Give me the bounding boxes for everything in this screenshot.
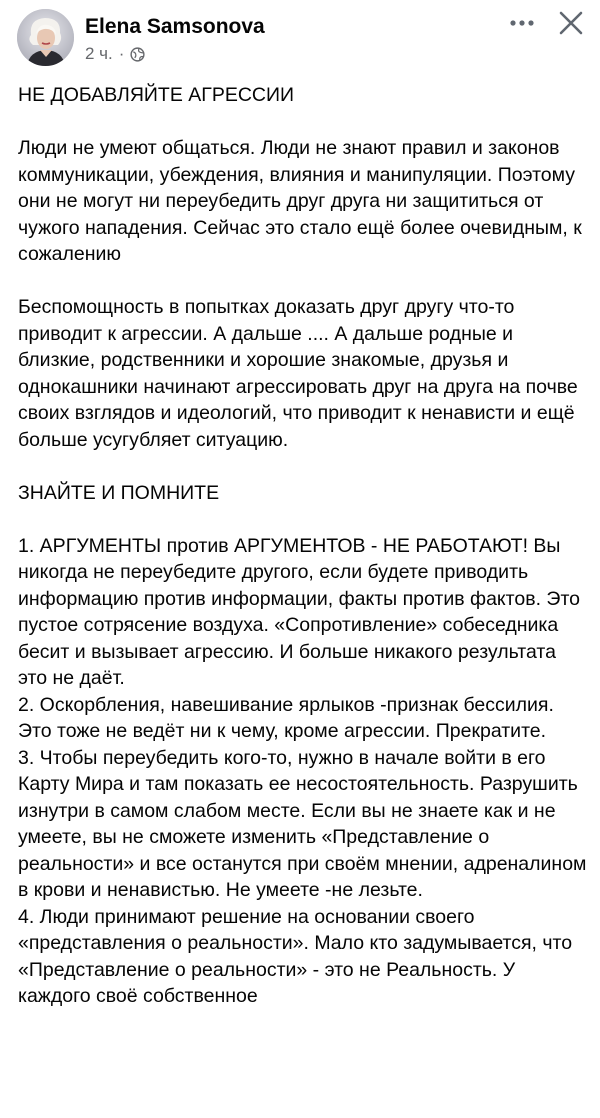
post-paragraph-1: Люди не умеют общаться. Люди не знают правил и законов коммуникации, убеждения, влияния и манипуляции. Поэтому они не могут ни переубедить друг друга ни защититься от чужого нападения. Сейчас это стало ещё более очевидным, к сожалению: [18, 137, 582, 265]
list-item: 3. Чтобы переубедить кого-то, нужно в начале войти в его Карту Мира и там показать ее несостоятельность. Разрушить изнутри в самом слабом месте. Если вы не знаете как и не умеете, вы не сможете изменить «Представление о реальности» и все останутся при своём мнении, адреналином в крови и ненавистью. Не умеете -не лезьте.: [18, 746, 587, 901]
more-options-button[interactable]: [508, 12, 536, 34]
post-title: НЕ ДОБАВЛЯЙТЕ АГРЕССИИ: [18, 84, 295, 106]
close-button[interactable]: [558, 10, 584, 36]
paragraph-gap: [18, 506, 588, 533]
list-item: 1. АРГУМЕНТЫ против АРГУМЕНТОВ - НЕ РАБОТАЮТ! Вы никогда не переубедите другого, если будете приводить информацию против информации, факты против фактов. Это пустое сотрясение воздуха. «Сопротивление» собеседника бесит и вызывает агрессию. И больше никакого результата это не даёт.: [18, 534, 580, 689]
list-item: 4. Люди принимают решение на основании своего «представления о реальности». Мало кто задумывается, что «Представление о реальности» - это не Реальность. У каждого своё собственное: [18, 905, 573, 1007]
paragraph-gap: [18, 268, 588, 295]
post-header: [0, 0, 600, 70]
post-subtitle: ЗНАЙТЕ И ПОМНИТЕ: [18, 481, 220, 504]
avatar[interactable]: [17, 9, 74, 66]
meta-separator: ·: [118, 44, 125, 63]
post-text: [18, 82, 588, 1010]
list-item: 2. Оскорбления, навешивание ярлыков -признак бессилия. Это тоже не ведёт ни к чему, кроме агрессии. Прекратите.: [18, 693, 554, 742]
close-icon: [559, 11, 583, 35]
post-paragraph-2: Беспомощность в попытках доказать друг другу что-то приводит к агрессии. А дальше .... А дальше родные и близкие, родственники и хорошие знакомые, друзья и однокашники начинают агрессировать друг на друга на почве своих взглядов и идеологий, что приводит к ненависти и ещё больше усугубляет ситуацию.: [18, 296, 578, 451]
globe-icon: [130, 47, 145, 62]
paragraph-gap: [18, 109, 588, 136]
post-meta: [85, 44, 145, 64]
avatar-image: [17, 9, 74, 66]
paragraph-gap: [18, 453, 588, 480]
more-horizontal-icon: [509, 19, 535, 27]
author-name[interactable]: Elena Samsonova: [85, 15, 265, 38]
post-time[interactable]: 2 ч.: [85, 44, 113, 63]
